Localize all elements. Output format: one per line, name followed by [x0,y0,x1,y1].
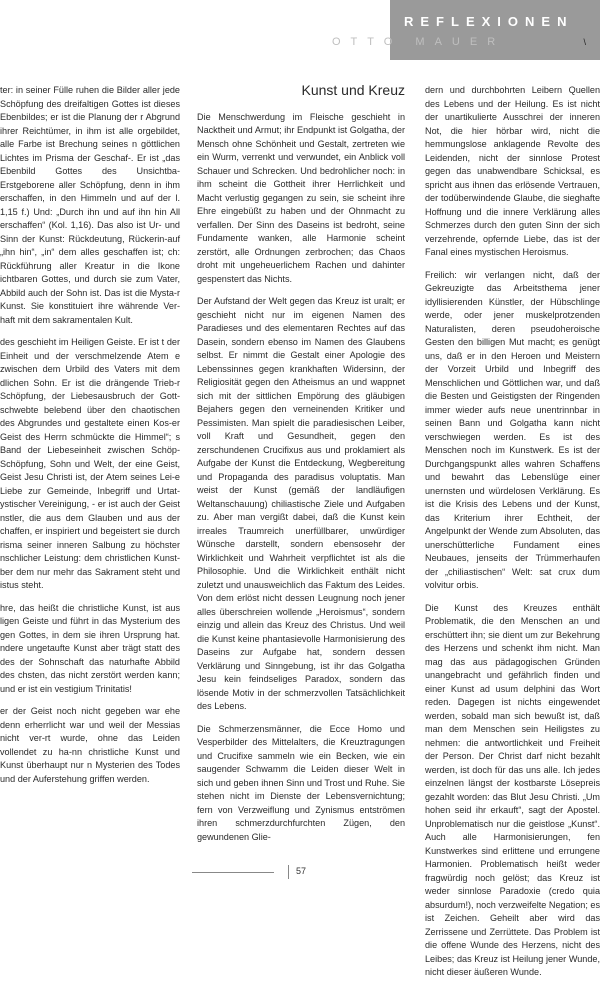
left-paragraph-1: ter: in seiner Fülle ruhen die Bilder aller jede Schöpfung des dreifaltigen Gottes ist dieses Ebenbildes; er ist die Planung der r Abgrund ihrer Reichtümer, in ihm ist alle orgebildet, alle Farbe ist Brechung seines n göttlichen Lichtes im Prisma der Geschaf-. Er ist „das Ebenbild Gottes des Unsichtba-Erstgeborene aller Schöpfung, denn in ihm erschaffen, in den Himmeln und auf der l. 1,15 f.) Und: „Durch ihn und auf ihn hin All erschaffen“ (Kol. 1,16). Das also ist Ur- und Sinn der Kunst: Rückdeutung, Rückerin-auf „ihn hin“, „in“ dem alles geschaffen ist; ch: Rückführung aller Kreatur in die Ikone ichtbaren Gottes, und durch sie zum Vater, Abbild auch der Sohn ist. Das ist die Mysta-r Kunst. Sie konstituiert ihre währende Ver-haft mit dem sakramentalen Kult. [0,85,180,325]
article-title: Kunst und Kreuz [301,82,405,98]
middle-paragraph-1: Die Menschwerdung im Fleische geschieht in Nacktheit und Armut; ihr Endpunkt ist Golgatha, der Mensch ohne Schönheit und Gestalt, zertreten wie ein Wurm, verrenkt und verwundet, ein Anblick voll Schauer und Schrecken. Und bedrohlicher noch: in ihm scheint die Gottheit ihrer Herrlichkeit und Macht verlustig gegangen zu sein, sie scheint ihre Ehre eingebüßt zu haben und der Ohnmacht zu verfallen. Der Sinn des Daseins ist bedroht, seine Fundamente wanken, alle Harmonie scheint zerstört, alle Ordnungen zerbrochen; das Chaos droht mit ungeheuerlichem Rachen und dahinter gespenstert das Nichts. [197,111,405,284]
middle-paragraph-2: Der Aufstand der Welt gegen das Kreuz ist uralt; er geschieht nicht nur im eigenen Namen des Paradieses und des elementaren Rechtes auf das Dasein, sondern ebenso im Namen des Glaubens selbst. Er nimmt die Gestalt einer Apologie des Lebenssinnes gegen krankhaften Widersinn, der Religiosität gegen den Atheismus an und wappnet sich mit der sittlichen Empörung des gläubigen Bejahers gegen den verneinenden Kritiker und Pessimisten. Man spielt die paradiesischen Leiber, voll Kraft und Gesundheit, gegen den zerschundenen Crucifixus aus und proklamiert als Aufgabe der Kunst die Entdeckung, Wegbereitung und Propaganda des paradisus voluptatis. Man weist der Kunst (gemäß der landläufigen Weltanschauung) chiliastische Ziele und Aufgaben zu. Aber man vergißt dabei, daß die Kunst kein irreales Traumreich unerfüllbarer, unwürdiger Wünsche darstellt, sondern ebensosehr der Wirklichkeit und Wahrheit verpflichtet ist als die Philosophie. Und die Wirklichkeit enthält nicht zuletzt und unausweichlich das Faktum des Leides. Von dem erlöst nicht dessen Leugnung noch jener alles überschreien wollende „Heroismus“, sondern einzig und allein das Kreuz des Christus. Und weil die Kunst keine phantasievolle Harmonisierung des Daseins zur Aufgabe hat, sondern dessen Verklärung und Sinngebung, ist ihr das Golgatha Jesu kein feindseliges Paradox, sondern das lösende Motiv in der schmerzvollen Tatsächlichkeit des Lebens. [197,296,405,711]
right-paragraph-1: dern und durchbohrten Leibern Quellen des Lebens und der Heilung. Es ist nicht der unartikulierte Ausschrei der inneren Not, die hier hörbar wird, nicht die hemmungslose anklagende Revolte des Leidenden, nicht der sinnlose Protest gegen das unabwendbare Schicksal, es spricht aus ihnen das erlösende Vertrauen, der todüberwindende Glaube, die sieghafte Hoffnung und die innere Verklärung alles Schmerzes durch den guten Sinn der sich verzehrende, opfernde Liebe, das ist der Fanal eines mystischen Heroismus. [425,85,600,257]
footer-rule [192,872,274,873]
header-mark: \ [583,37,586,47]
page-number: 57 [296,866,307,876]
author-name: OTTO MAUER [332,36,506,48]
right-column [425,84,600,989]
footer-bar [288,865,289,879]
middle-paragraph-3: Die Schmerzensmänner, die Ecce Homo und Vesperbilder des Mittelalters, die Kreuztragungen und Crucifixe sammeln wie ein Becken, wie ein saugender Schwamm die Leiden dieser Welt in sich und geben ihnen Sinn und Trost und Ruhe. Sie stehen nicht im Dienste der Lebensvernichtung; fern von Verzweiflung und Zynismus entströmen ihren schmerzdurchfurchten Zügen, den gewundenen Glie- [197,723,405,842]
series-title: REFLEXIONEN [404,14,574,29]
left-paragraph-3: hre, das heißt die christliche Kunst, ist aus ligen Geiste und führt in das Mysterium des gen Gottes, in dem sie ihren Ursprung hat. ndere ungetaufte Kunst aber trägt statt des des der Sohnschaft das naturhafte Abbild des chsten, das nicht zerstört werden kann; und er ist ein vestigium Trinitatis! [0,602,180,694]
header-band [390,0,600,60]
left-column [0,84,180,795]
right-paragraph-3: Die Kunst des Kreuzes enthält Problematik, die den Menschen an und erschüttert ihn; sie dient um zur Bekehrung des Herzens und schenkt ihm nicht. Man mag das aus pädagogischen Gründen unangebracht und gefährlich finden und einer Kunst ad usum delphini das Wort reden. Dagegen ist nichts eingewendet werden, sobald man sich bewußt ist, daß man dem Menschen sein Heiligstes zu nehmen: die antwortlichkeit und Freiheit der Person. Der Christ darf nicht bezahlt werden, ist doch für das uns alle. Ich jedes einzelnen längst der kostbarste Lösepreis gezahlt worden: das Blut Jesu Christi. „Um hohen seid ihr erkauft“, sagt der Apostel. Unproblematisch nur die geistlose „Kunst“. Auch alle Harmonisierungen, fen Kunstwerkes sind erlittene und errungene Harmonien. Problematisch heißt weder fragwürdig noch gelöst; das Kreuz ist weder sinnlose Paradoxie (credo quia absurdum!), noch verzweifelte Negation; es ist Zeichen. Geheilt aber wird das Zerrissene und Zerrüttete. Das Problem ist die offene Wunde des Herzens, nicht des Leibes; das Kreuz ist Heilung jener Wunde, nicht dieser äußeren Wunde. [425,602,600,977]
middle-column [197,84,405,853]
left-paragraph-2: des geschieht im Heiligen Geiste. Er ist t der Einheit und der verschmelzende Atem e zwischen dem Urbild des Vaters mit dem dlichen Sohn. Er ist die drängende Trieb-r Schöpfung, der Liebesausbruch der Gott-schwebte belebend über den chaotischen des Abgrundes und gestaltete einen Kos-er Geist des Herrn schmückte die Himmel“; s Band der Liebeseinheit zwischen Schöp-Schöpfung, Sohn und Welt, der eine Geist, Geist Jesu Christi ist, der Atem seines Lei-e Liebe zur Gemeinde, Inbegriff und Urtat-ystischer Vereinigung, - er ist auch der Geist nstler, die aus dem Glauben und aus der chaffen, er inspiriert und begeistert sie durch risma seiner inneren Salbung zu höchster nschlicher Leistung: dem christlichen Kunst-ber dem nur mehr das Sakrament steht und istus steht. [0,337,180,590]
right-paragraph-2: Freilich: wir verlangen nicht, daß der Gekreuzigte das Arbeitsthema jener idyllisierenden Künstler, der Hübschlinge werde, oder jener muskelprotzenden Naturalisten, deren pseudoheroische Gesten den billigen Mut macht; es genügt uns, daß er in den Heroen und Meistern der Vorzeit Urbild und Inbegriff des Menschlichen und Göttlichen war, und daß die Besten und Geistigsten der Ringenden immer wieder aufs neue unentrinnbar in seinen Bann und Golgatha kann nicht verschwiegen werden. Es ist des Menschen noch im Kunstwerk. Es ist der Durchgangspunkt alles wahren Schaffens und bewahrt das Lebenslüge einer unernsten und würdelosen Verklärung. Es ist die Krisis des Lebens und der Kunst, das Kriterium ihrer Echtheit, der Angelpunkt der Wende zum Absoluten, das unerschütterliche Fundament eines Neubaues, jenseits der Trümmerhaufen der „chiliastischen“ Welt: sat crux dum volvitur orbis. [425,269,600,590]
left-paragraph-4: er der Geist noch nicht gegeben war ehe denn erherrlicht war und weil der Messias nicht ver-rt wurde, ohne das Leiden vollendet zu ha-nn christliche Kunst und Kunst überhaupt nur n Mysterien des Todes und der Auferstehung griffen werden. [0,706,180,784]
